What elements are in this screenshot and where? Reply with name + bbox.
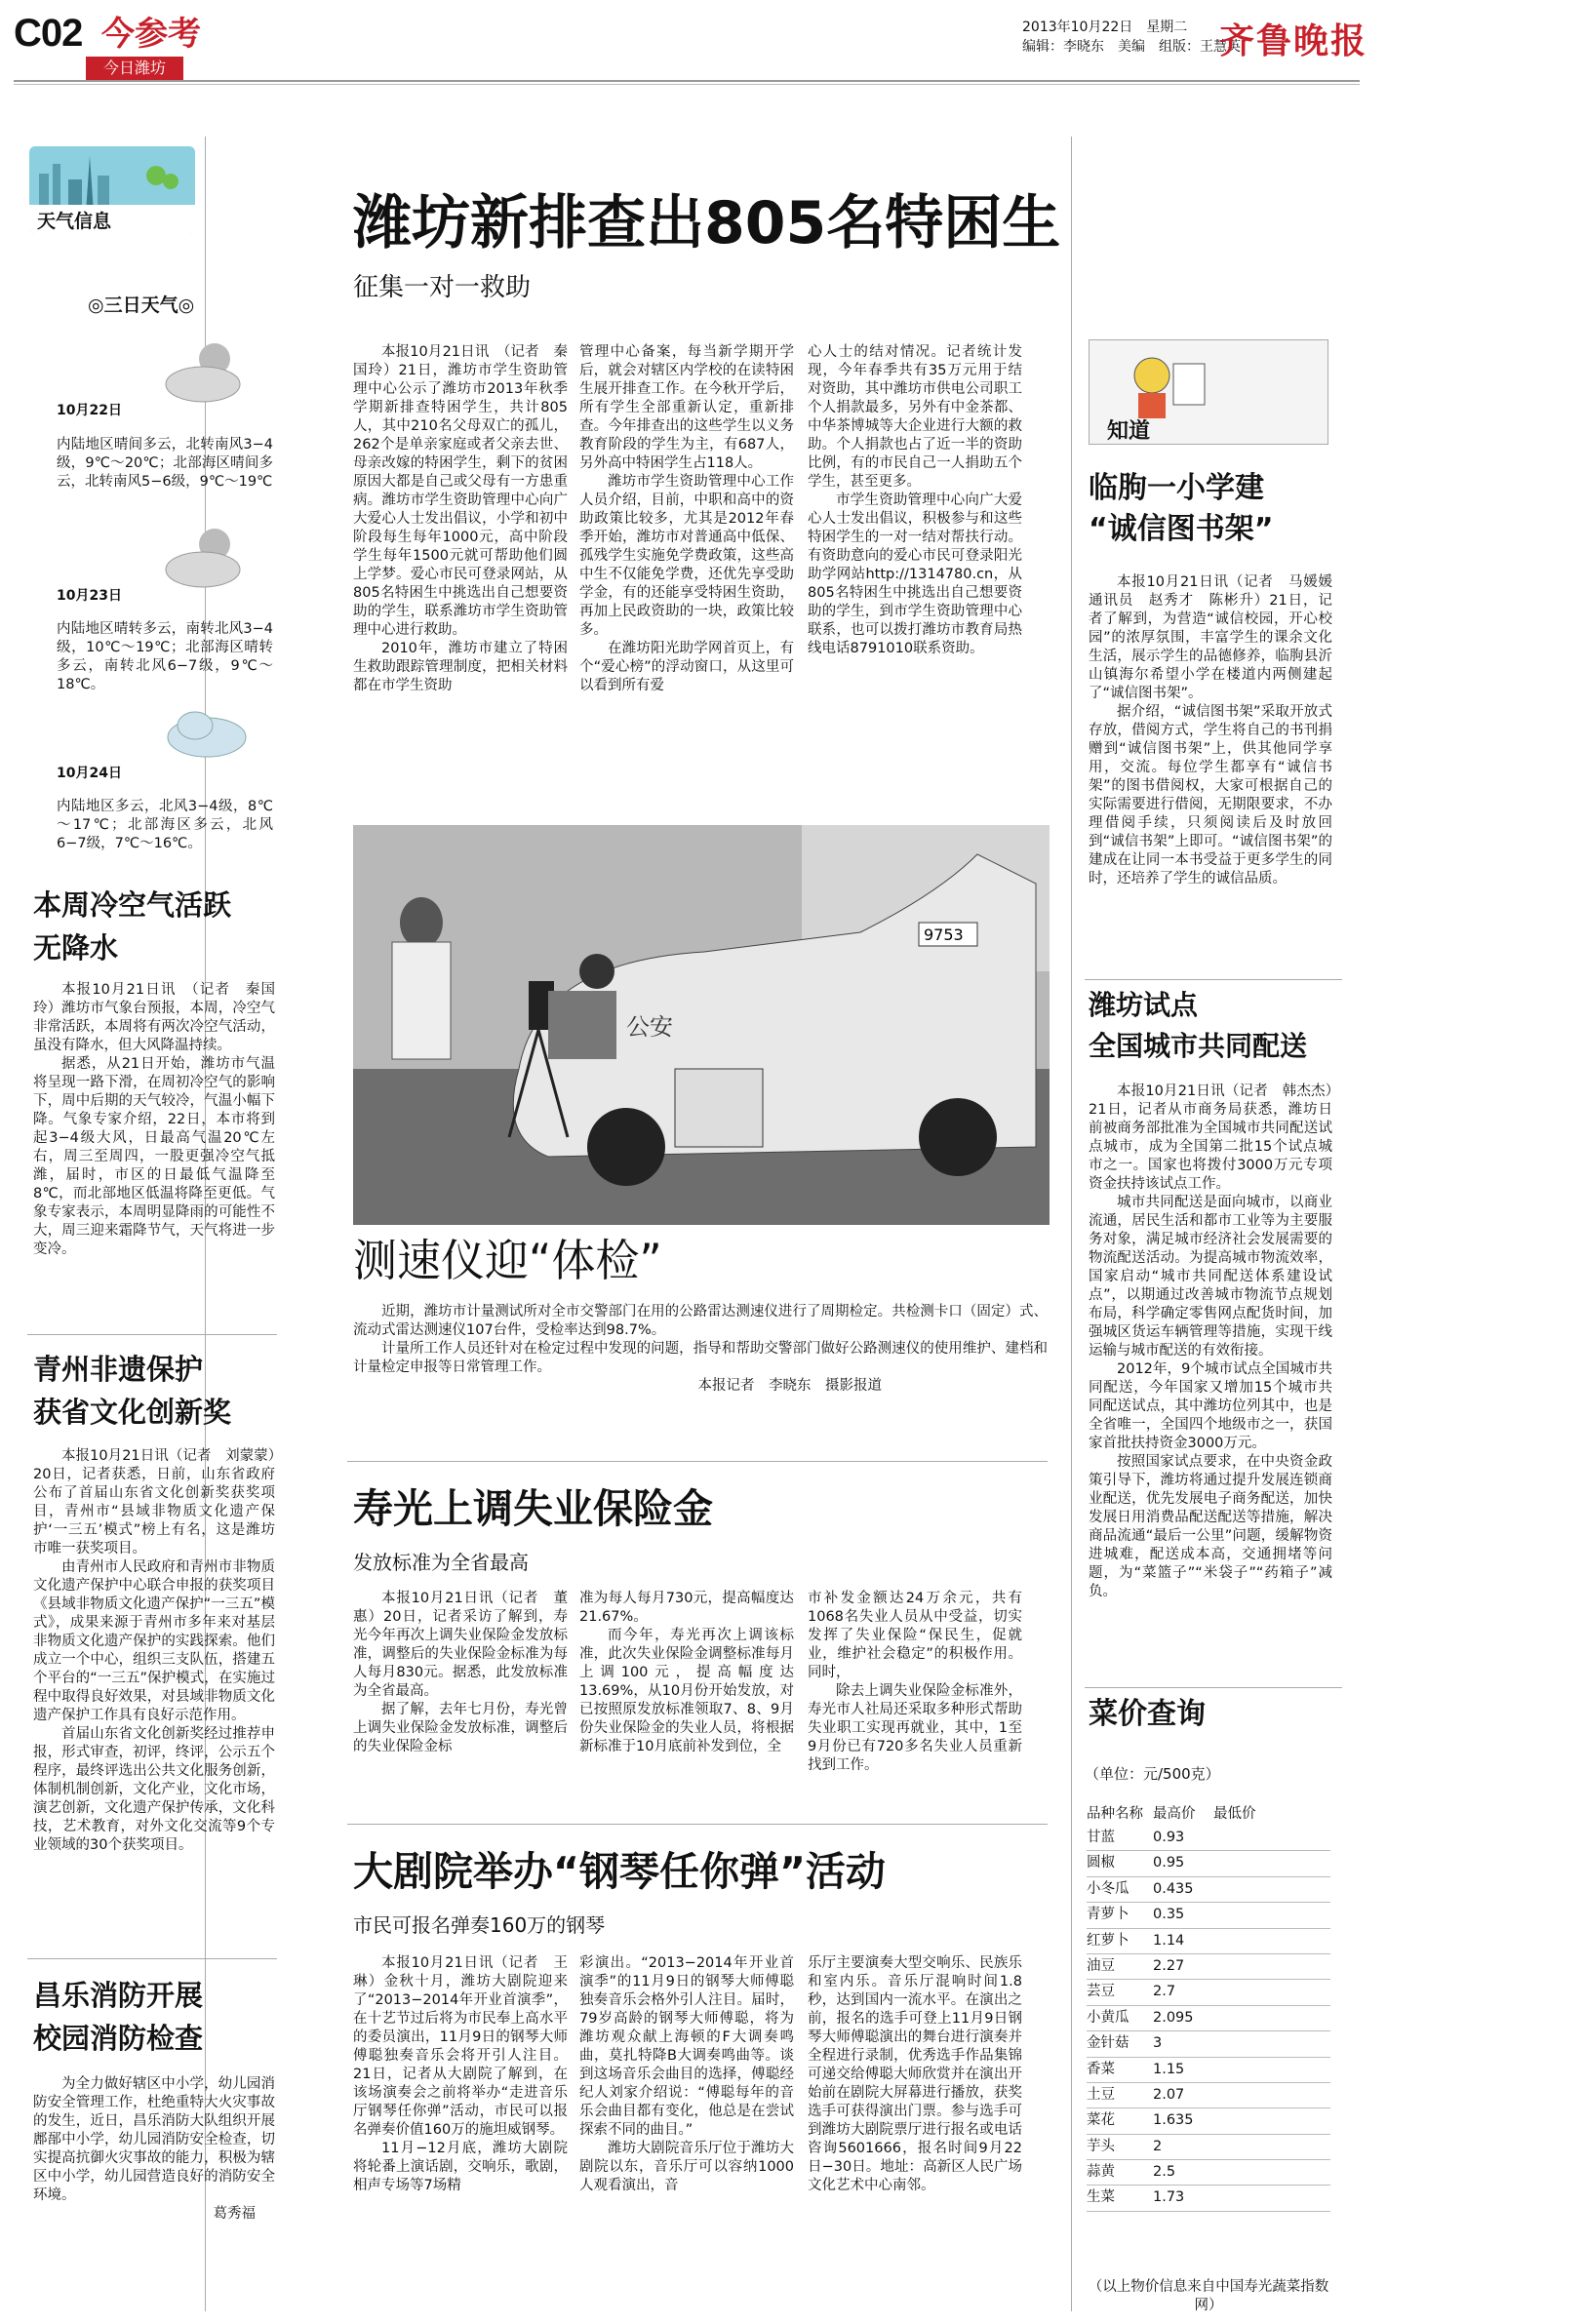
article2-subtitle: 发放标准为全省最高 bbox=[353, 1551, 529, 1574]
divider bbox=[347, 1461, 1048, 1462]
left-article-2-body: 本报10月21日讯（记者 刘蒙蒙）20日，记者获悉，日前，山东省政府公布了首届山东省文化创新奖获奖项目，青州市“县域非物质文化遗产保护‘一三五’模式”榜上有名，这是潍坊市唯一获奖项目。 由青州市人民政府和青州市非物质文化遗产保护中心联合申报的获奖项目《县域非物质文化遗产保护“一三五”模式》，成果来源于青州市多年来对基层非物质文化遗产保护的实践探索。他们成立一个中心，组织三支队伍，搭建五个平台的“一三五”保护模式，在实施过程中取得良好效果，对县域非物质文化遗产保护工作具有良好示范作用。 首届山东省文化创新奖经过推荐申报，形式审查，初评，终评，公示五个程序，最终评选出公共文化服务创新，体制机制创新，文化产业，文化市场，演艺创新，文化遗产保护传承，文化科技，艺术教育，对外文化交流等9个专业领域的30个获奖项目。 bbox=[33, 1448, 275, 1853]
header-editors: 编辑：李晓东 美编 组版：王慧英 bbox=[1022, 39, 1241, 55]
speed-radar-photo bbox=[353, 825, 1050, 1225]
veg-price: 1.14 bbox=[1153, 1932, 1185, 1949]
veg-price: 2 bbox=[1153, 2138, 1163, 2154]
veg-table-row bbox=[1087, 2160, 1330, 2186]
subsection-bar: 今日潍坊 bbox=[86, 57, 183, 80]
divider bbox=[347, 1824, 1048, 1825]
car-plate: 9753 bbox=[924, 926, 964, 944]
veg-price-unit: （单位：元/500克） bbox=[1085, 1765, 1220, 1783]
photo-story-title: 测速仪迎“体检” bbox=[353, 1235, 662, 1286]
veg-name: 芸豆 bbox=[1087, 1984, 1115, 2000]
veg-price-title: 菜价查询 bbox=[1089, 1697, 1206, 1731]
left-article-2-title: 青州非遗保护 获省文化创新奖 bbox=[33, 1353, 232, 1429]
weather-subtitle: ◎三日天气◎ bbox=[88, 295, 195, 316]
veg-table-row bbox=[1087, 1929, 1330, 1954]
divider bbox=[1085, 1687, 1342, 1688]
weather-text-3: 内陆地区多云，北风3−4级，8℃～17℃；北部海区多云，北风6−7级，7℃～16℃。 bbox=[57, 799, 273, 851]
veg-table-row bbox=[1087, 1826, 1330, 1851]
left-article-1-title: 本周冷空气活跃 无降水 bbox=[33, 888, 232, 965]
veg-price: 1.15 bbox=[1153, 2061, 1185, 2077]
veg-name: 芋头 bbox=[1087, 2138, 1115, 2154]
right-article-1-body: 本报10月21日讯（记者 马媛媛 通讯员 赵秀才 陈彬升）21日，记者了解到，为营造“诚信校园，开心校园”的浓厚氛围，丰富学生的课余文化生活，展示学生的品德修养，临朐县沂山镇海尔希望小学在楼道内两侧建起了“诚信图书架”。 据介绍，“诚信图书架”采取开放式存放，借阅方式，学生将自己的书刊捐赠到“诚信图书架”上，供其他同学享用，交流。每位学生都享有“诚信书架”的图书借阅权，大家可根据自己的实际需要进行借阅，无期限要求，不办理借阅手续，只须阅读后及时放回到“诚信书架”上即可。“诚信图书架”的建成在让同一本书受益于更多学生的同时，还培养了学生的诚信品质。 bbox=[1089, 574, 1347, 886]
veg-name: 甘蓝 bbox=[1087, 1830, 1115, 1845]
veg-price: 0.95 bbox=[1153, 1855, 1185, 1871]
cartoon-kid-icon bbox=[1113, 346, 1220, 424]
veg-price: 0.93 bbox=[1153, 1830, 1185, 1845]
veg-price: 2.5 bbox=[1153, 2164, 1176, 2181]
sun-cloud-icon bbox=[156, 335, 263, 404]
cloud-icon bbox=[156, 698, 263, 767]
article2-col-2: 准为每人每月730元，提高幅度达21.67%。 而今年，寿光再次上调该标准，此次失业保险金调整标准每月上调100元，提高幅度达13.69%，从10月份开始发放，对已按照原发放标准领取7、8、9月份失业保险金的失业人员，将根据新标准于10月底前补发到位，全 bbox=[579, 1591, 794, 1754]
article2-col-3: 市补发金额达24万余元，共有1068名失业人员从中受益，切实发挥了失业保险“保民生，促就业，维护社会稳定”的积极作用。同时， 除去上调失业保险金标准外，寿光市人社局还采取多种形式帮助失业职工实现再就业，其中，1至9月份已有720多名失业人员重新找到工作。 bbox=[808, 1591, 1022, 1773]
weather-banner bbox=[29, 146, 195, 234]
divider bbox=[27, 1958, 277, 1959]
veg-name: 香菜 bbox=[1087, 2061, 1115, 2077]
main-col-1: 本报10月21日讯 （记者 秦国玲）21日，潍坊市学生资助管理中心公示了潍坊市2013年秋季学期新排查特困学生，共计805人，其中210名父母双亡的孤儿，262个是单亲家庭或者父亲去世、母亲改嫁的特困学生，剩下的贫困原因大都是自己或父母有一方患重病。潍坊市学生资助管理中心向广大爱心人士发出倡议，小学和初中阶段每生每年1000元，高中阶段学生每年1500元就可帮助他们圆上学梦。爱心市民可登录网站，从805名特困生中挑选出自己想要资助的学生，联系潍坊市学生资助管理中心进行救助。 2010年，潍坊市建立了特困生救助跟踪管理制度，把相关材料都在市学生资助 bbox=[353, 344, 568, 693]
main-col-3: 心人士的结对情况。记者统计发现，今年春季共有35万元用于结对资助，其中潍坊市供电公司职工个人捐款最多，另外有中金茶都、中华茶博城等大企业进行大额的救助。个人捐款也占了近一半的资助比例，有的市民自己一人捐助五个学生，甚至更多。 市学生资助管理中心向广大爱心人士发出倡议，积极参与和这些特困学生的一对一结对帮扶行动。有资助意向的爱心市民可登录阳光助学网站http://1314780.cn，从805名特困生中挑选出自己想要资助的学生，到市学生资助管理中心联系，也可以拨打潍坊市教育局热线电话8791010联系资助。 bbox=[808, 344, 1022, 656]
weather-banner-title: 天气信息 bbox=[37, 211, 112, 232]
header-rule bbox=[14, 80, 1360, 82]
divider bbox=[27, 1334, 277, 1335]
veg-name: 小冬瓜 bbox=[1087, 1880, 1129, 1897]
article3-subtitle: 市民可报名弹奏160万的钢琴 bbox=[353, 1913, 606, 1937]
left-article-3-title: 昌乐消防开展 校园消防检查 bbox=[33, 1979, 204, 2055]
left-article-1-body: 本报10月21日讯 （记者 秦国玲）潍坊市气象台预报，本周，冷空气非常活跃，本周将有两次冷空气活动，虽没有降水，但大风降温持续。 据悉，从21日开始，潍坊市气温将呈现一路下滑，在周初冷空气的影响下，周中后期的天气较冷，气温小幅下降。气象专家介绍，22日，本市将到起3−4级大风，日最高气温20℃左右，周三至周四，一股更强冷空气抵潍，届时，市区的日最低气温降至8℃，而北部地区低温将降至更低。气象专家表示，本周明显降雨的可能性不大，周三迎来霜降节气，天气将进一步变冷。 bbox=[33, 982, 275, 1257]
sun-cloud-icon bbox=[156, 521, 263, 589]
main-subtitle: 征集一对一救助 bbox=[353, 273, 532, 302]
article3-headline: 大剧院举办“钢琴任你弹”活动 bbox=[353, 1848, 886, 1895]
weather-date-2: 10月23日 bbox=[57, 588, 122, 604]
byline: 葛秀福 bbox=[213, 2206, 256, 2222]
main-col-2: 管理中心备案，每当新学期开学后，就会对辖区内学校的在读特困生展开排查工作。在今秋开学后，所有学生全部重新认定，重新排查。今年排查出的这些学生以义务教育阶段的学生为主，有687人，另外高中特困学生占118人。 潍坊市学生资助管理中心工作人员介绍，目前，中职和高中的资助政策比较多，尤其是2012年春季开始，潍坊市对普通高中低保、孤残学生实施免学费政策，这些高中生不仅能免学费，还优先享受助学金，有的还能享受特困生资助，再加上民政资助的一块，政策比较多。 在潍坊阳光助学网首页上，有个“爱心榜”的浮动窗口，从这里可以看到所有爱 bbox=[579, 344, 794, 693]
veg-name: 圆椒 bbox=[1087, 1855, 1115, 1871]
right-article-1-title: 临朐一小学建 “诚信图书架” bbox=[1089, 471, 1274, 546]
article2-col-1: 本报10月21日讯（记者 董惠）20日，记者采访了解到，寿光今年再次上调失业保险金发放标准，调整后的失业保险金标准为每人每月830元。据悉，此发放标准为全省最高。 据了解，去年七月份，寿光曾上调失业保险金发放标准，调整后的失业保险金标 bbox=[353, 1591, 568, 1754]
veg-name: 青萝卜 bbox=[1087, 1907, 1129, 1923]
veg-table-header: 品种名称 最高价 最低价 bbox=[1087, 1806, 1256, 1822]
veg-table-row bbox=[1087, 2135, 1330, 2160]
veg-table-row bbox=[1087, 2186, 1330, 2211]
article2-headline: 寿光上调失业保险金 bbox=[353, 1485, 713, 1532]
veg-name: 油豆 bbox=[1087, 1957, 1115, 1974]
veg-name: 土豆 bbox=[1087, 2086, 1115, 2103]
weather-text-2: 内陆地区晴转多云，南转北风3−4级，10℃～19℃；北部海区晴转多云，南转北风6−7级，9℃～18℃。 bbox=[57, 621, 273, 692]
car-door-text: 公安 bbox=[626, 1013, 673, 1041]
byline: 本报记者 李晓东 摄影报道 bbox=[697, 1378, 882, 1394]
veg-price: 3 bbox=[1153, 2035, 1163, 2052]
veg-price: 2.095 bbox=[1153, 2009, 1194, 2026]
news-photo bbox=[353, 825, 1050, 1225]
veg-price: 2.7 bbox=[1153, 1984, 1176, 2000]
veg-price-note: （以上物价信息来自中国寿光蔬菜指数网） bbox=[1088, 2279, 1329, 2313]
veg-table-row bbox=[1087, 2083, 1330, 2108]
veg-name: 菜花 bbox=[1087, 2112, 1115, 2129]
veg-price: 0.435 bbox=[1153, 1880, 1194, 1897]
header-rule-thin bbox=[14, 84, 1360, 85]
right-article-2-body: 本报10月21日讯（记者 韩杰杰）21日，记者从市商务局获悉，潍坊日前被商务部批准为全国城市共同配送试点城市，成为全国第二批15个试点城市之一。国家也将拨付3000万元专项资金扶持该试点工作。 城市共同配送是面向城市，以商业流通，居民生活和都市工业等为主要服务对象，满足城市经济社会发展需要的物流配送活动。为提高城市物流效率，国家启动“城市共同配送体系建设试点”，以期通过改善城市物流节点规划布局，科学确定零售网点配货时间，加强城区货运车辆管理等措施，实现干线运输与城市配送的有效衔接。 2012年，9个城市试点全国城市共同配送，今年国家又增加15个城市共同配送试点，其中潍坊位列其中，也是全省唯一，全国四个地级市之一，获国家首批扶持资金3000万元。 按照国家试点要求，在中央资金政策引导下，潍坊将通过提升发展连锁商业配送，优先发展电子商务配送，加快发展日用消费品配送配送等措施，解决商品流通“最后一公里”问题，缓解物资进城难，配送成本高，交通拥堵等问题，为“菜篮子”“米袋子”“药箱子”减负。 bbox=[1089, 1083, 1332, 1599]
main-headline: 潍坊新排查出805名特困生 bbox=[353, 189, 1061, 257]
veg-name: 金针菇 bbox=[1087, 2035, 1129, 2052]
divider bbox=[1085, 979, 1342, 980]
veg-table-row bbox=[1087, 1954, 1330, 1980]
veg-table-row bbox=[1087, 2031, 1330, 2057]
header-date: 2013年10月22日 星期二 bbox=[1022, 20, 1188, 35]
veg-table-row bbox=[1087, 1851, 1330, 1876]
veg-table-row bbox=[1087, 1980, 1330, 2005]
know-banner-title: 知道 bbox=[1107, 419, 1151, 444]
veg-table-row bbox=[1087, 2108, 1330, 2134]
veg-table-row bbox=[1087, 2006, 1330, 2031]
newspaper-logo: 齐鲁晚报 bbox=[1219, 20, 1368, 61]
veg-price: 2.27 bbox=[1153, 1957, 1185, 1974]
veg-table-row bbox=[1087, 2058, 1330, 2083]
article3-col-3: 乐厅主要演奏大型交响乐、民族乐和室内乐。音乐厅混响时间1.8秒，达到国内一流水平。在演出之前，报名的选手可登上11月9日钢琴大师傅聪演出的舞台进行演奏并全程进行录制，优秀选手作品集锦可递交给傅聪大师欣赏并在演出开始前在剧院大屏幕进行播放，获奖选手可获得演出门票。参与选手可到潍坊大剧院票厅进行报名或电话咨询5601666，报名时间9月22日−30日。地址：高新区人民广场文化艺术中心南邻。 bbox=[808, 1955, 1022, 2193]
veg-name: 红萝卜 bbox=[1087, 1932, 1129, 1949]
veg-table-row bbox=[1087, 1877, 1330, 1903]
veg-price: 1.73 bbox=[1153, 2189, 1185, 2206]
weather-text-1: 内陆地区晴间多云，北转南风3−4级，9℃～20℃；北部海区晴间多云，北转南风5−6级，9℃～19℃ bbox=[57, 437, 273, 490]
article3-col-1: 本报10月21日讯（记者 王琳）金秋十月，潍坊大剧院迎来了“2013−2014年开业首演季”，在十艺节过后将为市民奉上高水平的委员演出，11月9日的钢琴大师傅聪独奏音乐会将开引人注目。21日，记者从大剧院了解到，在该场演奏会之前将举办“走进音乐厅钢琴任你弹”活动，市民可以报名弹奏价值160万的施坦威钢琴。 11月−12月底，潍坊大剧院将轮番上演话剧，交响乐，歌剧，相声专场等7场精 bbox=[353, 1955, 568, 2193]
weather-date-1: 10月22日 bbox=[57, 403, 122, 418]
header-meta bbox=[1022, 18, 1241, 57]
veg-name: 生菜 bbox=[1087, 2189, 1115, 2206]
veg-table-body bbox=[1087, 1826, 1330, 2212]
section-title: 今参考 bbox=[101, 15, 201, 54]
veg-price: 1.635 bbox=[1153, 2112, 1194, 2129]
veg-name: 小黄瓜 bbox=[1087, 2009, 1129, 2026]
left-article-3-body: 为全力做好辖区中小学，幼儿园消防安全管理工作，杜绝重特大火灾事故的发生，近日，昌乐消防大队组织开展鄌郚中小学，幼儿园消防安全检查，切实提高抗御火灾事故的能力，积极为辖区中小学，幼儿园营造良好的消防安全环境。 葛秀福 bbox=[33, 2076, 275, 2222]
veg-table-row bbox=[1087, 1903, 1330, 1928]
photo-story-text: 近期，潍坊市计量测试所对全市交警部门在用的公路雷达测速仪进行了周期检定。共检测卡口（固定）式、流动式雷达测速仪107台件，受检率达到98.7%。 计量所工作人员还针对在检定过程中发现的问题，指导和帮助交警部门做好公路测速仪的使用维护、建档和计量检定申报等日常管理工作。 本报记者 李晓东 摄影报道 bbox=[353, 1304, 1048, 1394]
weather-date-3: 10月24日 bbox=[57, 766, 122, 781]
article3-col-2: 彩演出。“2013−2014年开业首演季”的11月9日的钢琴大师傅聪独奏音乐会格外引人注目。届时，79岁高龄的钢琴大师傅聪，将为潍坊观众献上海顿的F大调奏鸣曲，莫扎特降B大调奏鸣曲等。谈到这场音乐会曲目的选择，傅聪经纪人刘家介绍说：“傅聪每年的音乐会曲目都有变化，他总是在尝试探索不同的曲目。” 潍坊大剧院音乐厅位于潍坊大剧院以东，音乐厅可以容纳1000人观看演出，音 bbox=[579, 1955, 794, 2193]
veg-price: 2.07 bbox=[1153, 2086, 1185, 2103]
column-divider-right bbox=[1071, 137, 1072, 2311]
veg-name: 蒜黄 bbox=[1087, 2164, 1115, 2181]
veg-price-table bbox=[1087, 1802, 1330, 2212]
page-code: C02 bbox=[14, 12, 83, 55]
right-article-2-title: 潍坊试点 全国城市共同配送 bbox=[1089, 989, 1308, 1062]
know-banner bbox=[1089, 339, 1328, 445]
veg-price: 0.35 bbox=[1153, 1907, 1185, 1923]
